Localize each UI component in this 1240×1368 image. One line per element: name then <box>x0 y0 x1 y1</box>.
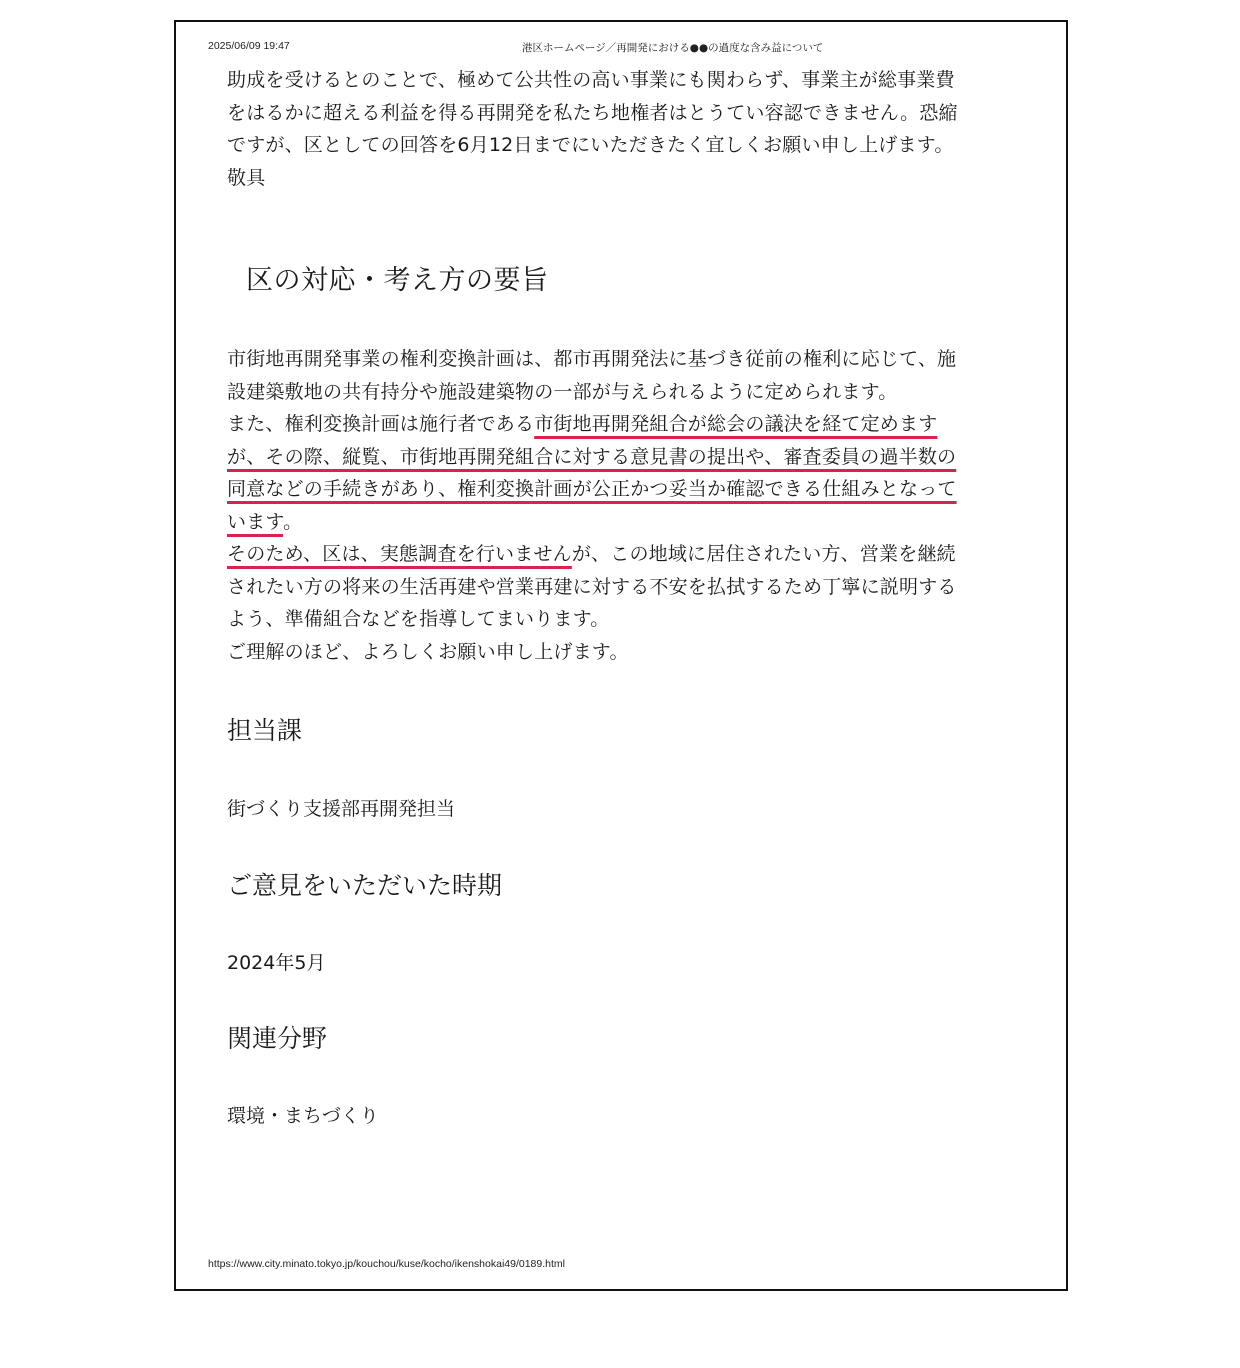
response-heading: 区の対応・考え方の要旨 <box>246 265 549 296</box>
text-line: ご理解のほど、よろしくお願い申し上げます。 <box>227 640 629 663</box>
highlighted-text: 市街地再開発組合が総会の議決を経て定めます <box>534 413 938 435</box>
inquiry-closing-paragraph <box>227 64 958 194</box>
text-line: ですが、区としての回答を6月12日までにいただきたく宜しくお願い申し上げます。 <box>227 134 954 156</box>
text-segment: が、この地域に居住されたい方、営業を継続 <box>571 543 956 565</box>
response-paragraph <box>227 343 957 668</box>
text-line: 設建築敷地の共有持分や施設建築物の一部が与えられるように定められます。 <box>227 380 898 403</box>
text-line <box>227 506 957 539</box>
department-heading: 担当課 <box>227 716 303 745</box>
text-line <box>227 441 957 474</box>
text-line: 助成を受けるとのことで、極めて公共性の高い事業にも関わらず、事業主が総事業費 <box>227 69 955 91</box>
text-line <box>227 538 957 571</box>
printed-page <box>174 20 1068 1291</box>
print-datetime: 2025/06/09 19:47 <box>208 40 290 52</box>
text-segment: 。 <box>283 510 303 533</box>
field-heading: 関連分野 <box>227 1024 328 1053</box>
print-header-title: 港区ホームページ／再開発における●●の過度な含み益について <box>522 42 824 54</box>
text-line: よう、準備組合などを指導してまいります。 <box>227 608 610 630</box>
field-value: 環境・まちづくり <box>227 1105 379 1127</box>
text-line <box>227 473 957 506</box>
sign-off: 敬具 <box>227 166 266 189</box>
highlighted-text: 同意などの手続きがあり、権利変換計画が公正かつ妥当か確認できる仕組みとなって <box>227 478 957 500</box>
text-line: をはるかに超える利益を得る再開発を私たち地権者はとうてい容認できません。恐縮 <box>227 101 958 124</box>
text-line: されたい方の将来の生活再建や営業再建に対する不安を払拭するため丁寧に説明する <box>227 575 957 598</box>
text-line <box>227 408 957 441</box>
department-value: 街づくり支援部再開発担当 <box>227 798 456 820</box>
highlighted-text: そのため、区は、実態調査を行いません <box>227 543 572 565</box>
highlighted-text: が、その際、縦覧、市街地再開発組合に対する意見書の提出や、審査委員の過半数の <box>227 445 957 468</box>
period-heading: ご意見をいただいた時期 <box>227 871 503 900</box>
text-segment: また、権利変換計画は施行者である <box>227 413 535 435</box>
highlighted-text: います <box>227 510 284 533</box>
period-value: 2024年5月 <box>227 952 326 974</box>
print-footer-url: https://www.city.minato.tokyo.jp/kouchou/kuse/kocho/ikenshokai49/0189.html <box>208 1258 565 1270</box>
text-line: 市街地再開発事業の権利変換計画は、都市再開発法に基づき従前の権利に応じて、施 <box>227 348 957 370</box>
